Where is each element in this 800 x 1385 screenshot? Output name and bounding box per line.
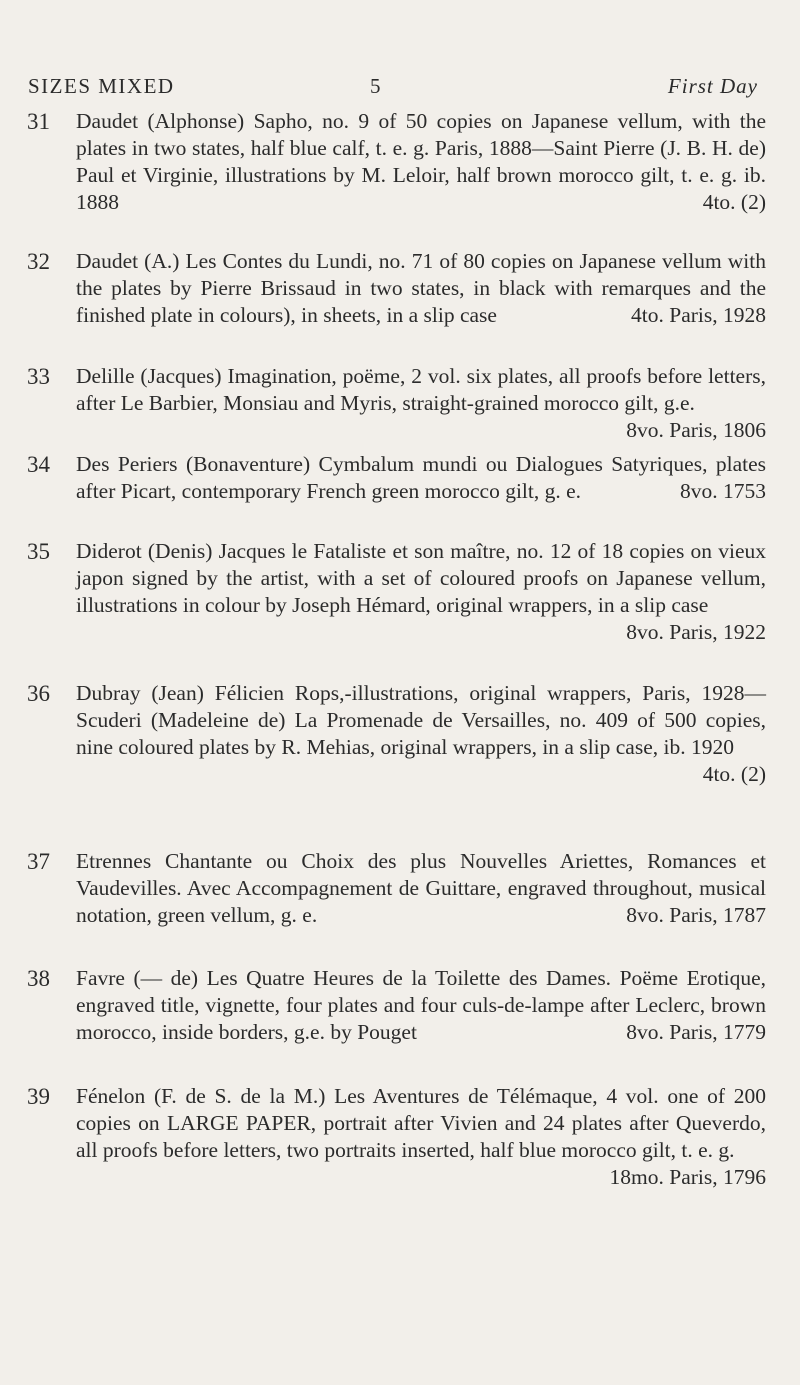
lot-description — [76, 680, 766, 788]
lot-description — [76, 363, 766, 444]
page-header — [28, 74, 758, 104]
lot-format: 8vo. Paris, 1787 — [626, 903, 766, 927]
lot-number: 31 — [27, 109, 50, 134]
lot-description — [76, 451, 766, 505]
lot-format: 4to. Paris, 1928 — [631, 303, 766, 327]
lot-format: 18mo. Paris, 1796 — [609, 1165, 766, 1189]
lot-number: 33 — [27, 364, 50, 389]
lot-description — [76, 1083, 766, 1191]
header-day-label: First Day — [667, 74, 758, 98]
lot-text: Etrennes Chantante ou Choix des plus Nouvelles Ariettes, Romances et Vaudevilles. Avec Accompagnement de Guittare, engraved throughout, musical notation, green vellum, g. e. — [76, 849, 766, 927]
lot-description — [76, 248, 766, 329]
lot-text: Des Periers (Bonaventure) Cymbalum mundi ou Dialogues Satyriques, plates after Picart, contemporary French green morocco gilt, g. e. — [76, 452, 766, 503]
header-section-title: SIZES MIXED — [28, 74, 175, 98]
lot-description — [76, 965, 766, 1046]
lot-format: 8vo. Paris, 1779 — [626, 1020, 766, 1044]
lot-number: 37 — [27, 849, 50, 874]
lot-text: Daudet (Alphonse) Sapho, no. 9 of 50 copies on Japanese vellum, with the plates in two states, half blue calf, t. e. g. Paris, 1888—Saint Pierre (J. B. H. de) Paul et Virginie, illustrations by M. Leloir, half brown morocco gilt, t. e. g. ib. 1888 — [76, 109, 766, 214]
lot-text: Fénelon (F. de S. de la M.) Les Aventures de Télémaque, 4 vol. one of 200 copies on LARGE PAPER, portrait after Vivien and 24 plates after Queverdo, all proofs before letters, two portraits inserted, half blue morocco gilt, t. e. g. — [76, 1084, 766, 1162]
lot-format: 4to. (2) — [702, 190, 766, 214]
lot-number: 38 — [27, 966, 50, 991]
lot-number: 35 — [27, 539, 50, 564]
lot-description — [76, 108, 766, 216]
lot-number: 39 — [27, 1084, 50, 1109]
lot-format: 8vo. 1753 — [680, 479, 766, 503]
lot-description — [76, 848, 766, 929]
lot-number: 34 — [27, 452, 50, 477]
lot-number: 32 — [27, 249, 50, 274]
lot-description — [76, 538, 766, 646]
lot-text: Dubray (Jean) Félicien Rops,-illustrations, original wrappers, Paris, 1928—Scuderi (Madeleine de) La Promenade de Versailles, no. 409 of 500 copies, nine coloured plates by R. Mehias, original wrappers, in a slip case, ib. 1920 — [76, 681, 766, 759]
lot-text: Favre (— de) Les Quatre Heures de la Toilette des Dames. Poëme Erotique, engraved title, vignette, four plates and four culs-de-lampe after Leclerc, brown morocco, inside borders, g.e. by Pouget — [76, 966, 766, 1044]
page-number: 5 — [370, 74, 382, 98]
lot-text: Daudet (A.) Les Contes du Lundi, no. 71 of 80 copies on Japanese vellum with the plates by Pierre Brissaud in two states, in black with remarques and the finished plate in colours), in sheets, in a slip case — [76, 249, 766, 327]
lot-text: Diderot (Denis) Jacques le Fataliste et son maître, no. 12 of 18 copies on vieux japon signed by the artist, with a set of coloured proofs on Japanese vellum, illustrations in colour by Joseph Hémard, original wrappers, in a slip case — [76, 539, 766, 617]
lot-number: 36 — [27, 681, 50, 706]
lot-format: 8vo. Paris, 1806 — [626, 418, 766, 442]
lot-format: 4to. (2) — [702, 762, 766, 786]
lot-format: 8vo. Paris, 1922 — [626, 620, 766, 644]
lot-text: Delille (Jacques) Imagination, poëme, 2 vol. six plates, all proofs before letters, after Le Barbier, Monsiau and Myris, straight-grained morocco gilt, g.e. — [76, 364, 766, 415]
